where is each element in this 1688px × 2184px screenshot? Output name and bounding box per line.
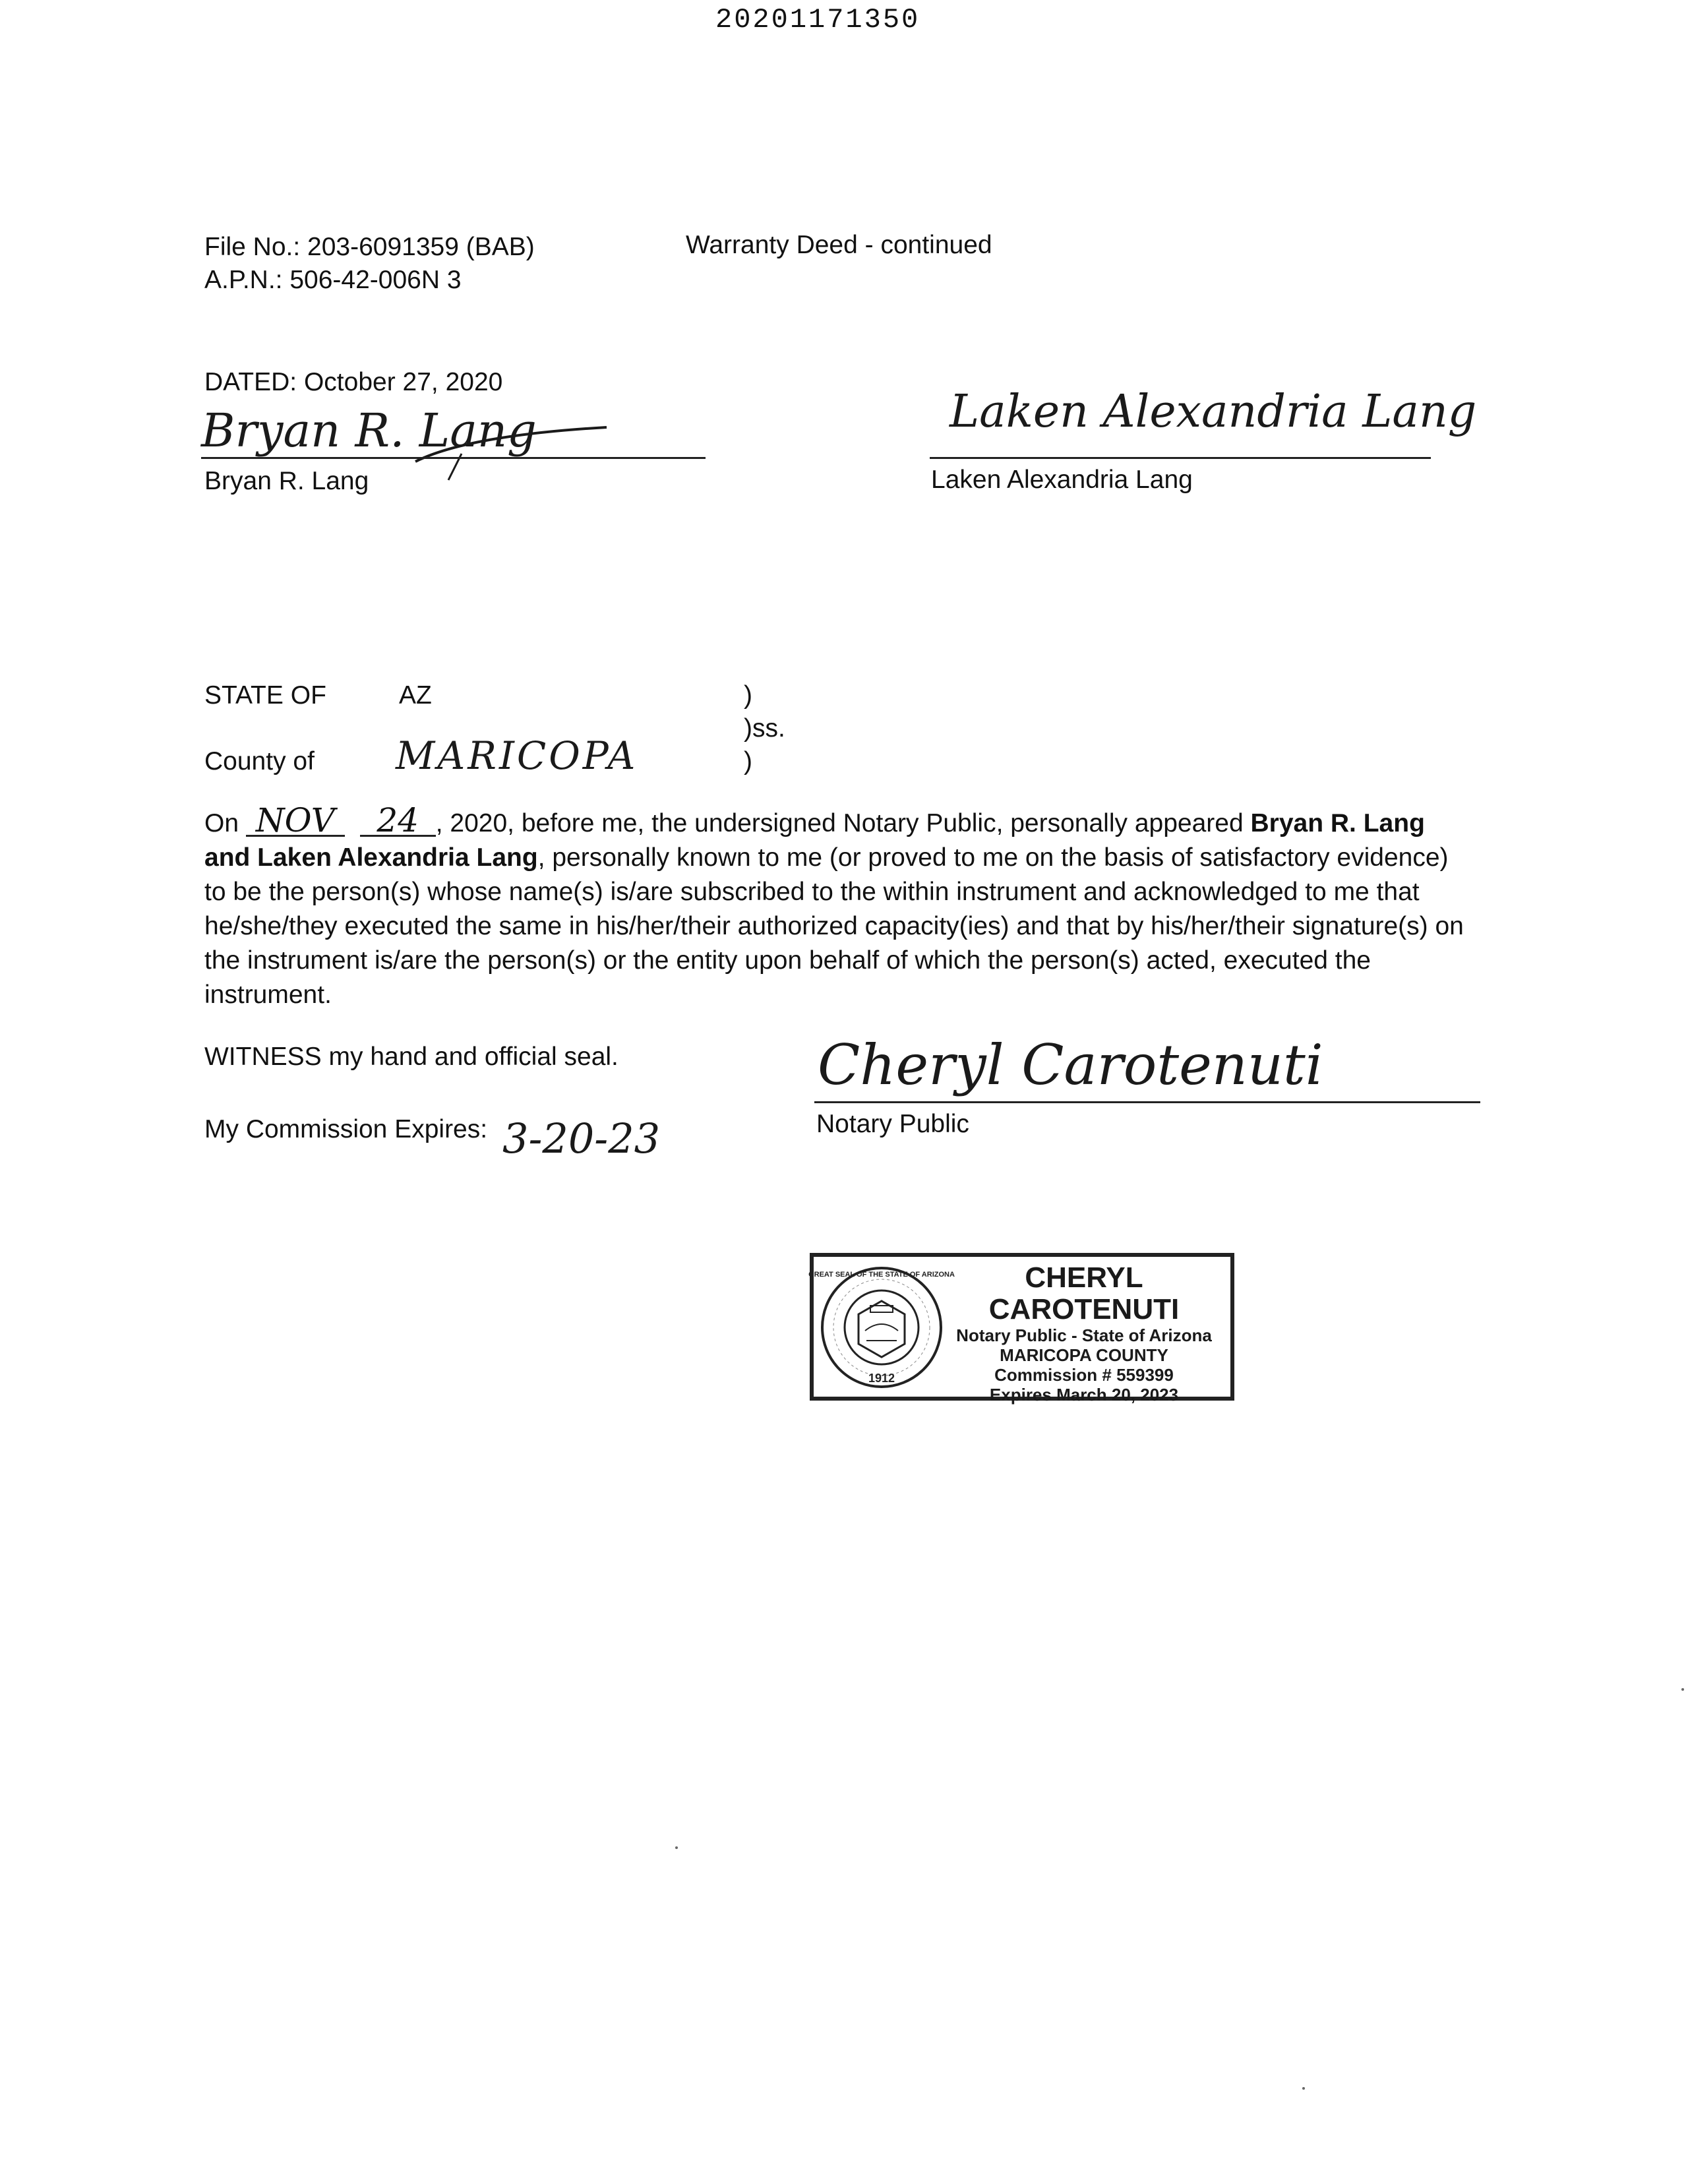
scan-speck bbox=[1681, 1688, 1684, 1691]
ack-on: On bbox=[204, 809, 239, 837]
ack-names: Bryan R. Lang and Laken Alexandria Lang bbox=[204, 809, 1425, 872]
commission-value: 3-20-23 bbox=[502, 1114, 661, 1163]
recording-number: 20201171350 bbox=[715, 4, 920, 36]
scan-speck bbox=[675, 1846, 678, 1849]
ack-year-text: , 2020, before me, the undersigned Notary Public, personally appeared bbox=[435, 809, 1244, 837]
signer2-signature bbox=[950, 386, 1476, 438]
notary-signature-text: Cheryl Carotenuti bbox=[818, 1033, 1323, 1097]
commission-label: My Commission Expires: bbox=[204, 1115, 488, 1143]
seal-year: 1912 bbox=[868, 1372, 895, 1385]
notary-stamp bbox=[808, 1253, 1234, 1405]
seal-text: GREAT SEAL OF THE STATE OF ARIZONA bbox=[808, 1271, 955, 1279]
ack-day: 24 bbox=[360, 806, 436, 837]
ack-rest: , personally known to me (or proved to me on the basis of satisfactory evidence) to be the person(s) whose name(s) is/are subscribed to the within instrument and acknowledged to me that he/she/they executed the same in his/her/their authorized capacity(ies) and that by his/her/their signature(s) on the instrument is/are the person(s) or the entity upon behalf of which the person(s) acted, executed the instrument. bbox=[204, 843, 1464, 1009]
acknowledgment-paragraph bbox=[204, 801, 1470, 1012]
signer1-name: Bryan R. Lang bbox=[204, 467, 369, 495]
signer1-signature-line bbox=[201, 457, 706, 459]
signer2-signature-text: Laken Alexandria Lang bbox=[950, 386, 1477, 438]
dated-line: DATED: October 27, 2020 bbox=[204, 368, 503, 396]
signature-flourish-1 bbox=[409, 422, 620, 481]
county-label: County of bbox=[204, 747, 315, 775]
signer2-signature-line bbox=[930, 457, 1431, 459]
venue-paren-top: ) bbox=[744, 681, 752, 710]
ack-month: NOV bbox=[246, 806, 345, 837]
state-value: AZ bbox=[399, 681, 432, 710]
witness-line: WITNESS my hand and official seal. bbox=[204, 1043, 618, 1071]
venue-ss: )ss. bbox=[744, 714, 785, 743]
notary-signature-line bbox=[814, 1101, 1480, 1103]
stamp-line3: Commission # 559399 bbox=[994, 1365, 1174, 1385]
notary-signature bbox=[818, 1033, 1323, 1097]
state-label: STATE OF bbox=[204, 681, 326, 710]
stamp-line1: Notary Public - State of Arizona bbox=[956, 1325, 1212, 1345]
document-title: Warranty Deed - continued bbox=[686, 231, 992, 259]
scan-speck bbox=[1302, 2087, 1305, 2090]
notary-public-label: Notary Public bbox=[816, 1110, 969, 1138]
stamp-text-block bbox=[932, 1262, 1236, 1405]
venue-paren-bottom: ) bbox=[744, 747, 752, 775]
apn-number: A.P.N.: 506-42-006N 3 bbox=[204, 266, 462, 294]
file-number: File No.: 203-6091359 (BAB) bbox=[204, 233, 535, 261]
signer2-name: Laken Alexandria Lang bbox=[931, 466, 1193, 494]
stamp-line2: MARICOPA COUNTY bbox=[1000, 1345, 1168, 1365]
state-seal-icon bbox=[808, 1265, 955, 1390]
county-value: MARICOPA bbox=[396, 733, 638, 778]
stamp-name: CHERYL CAROTENUTI bbox=[988, 1261, 1180, 1325]
signer1-signature-text: Bryan R. Lang bbox=[201, 404, 537, 458]
stamp-line4: Expires March 20, 2023 bbox=[989, 1385, 1179, 1405]
